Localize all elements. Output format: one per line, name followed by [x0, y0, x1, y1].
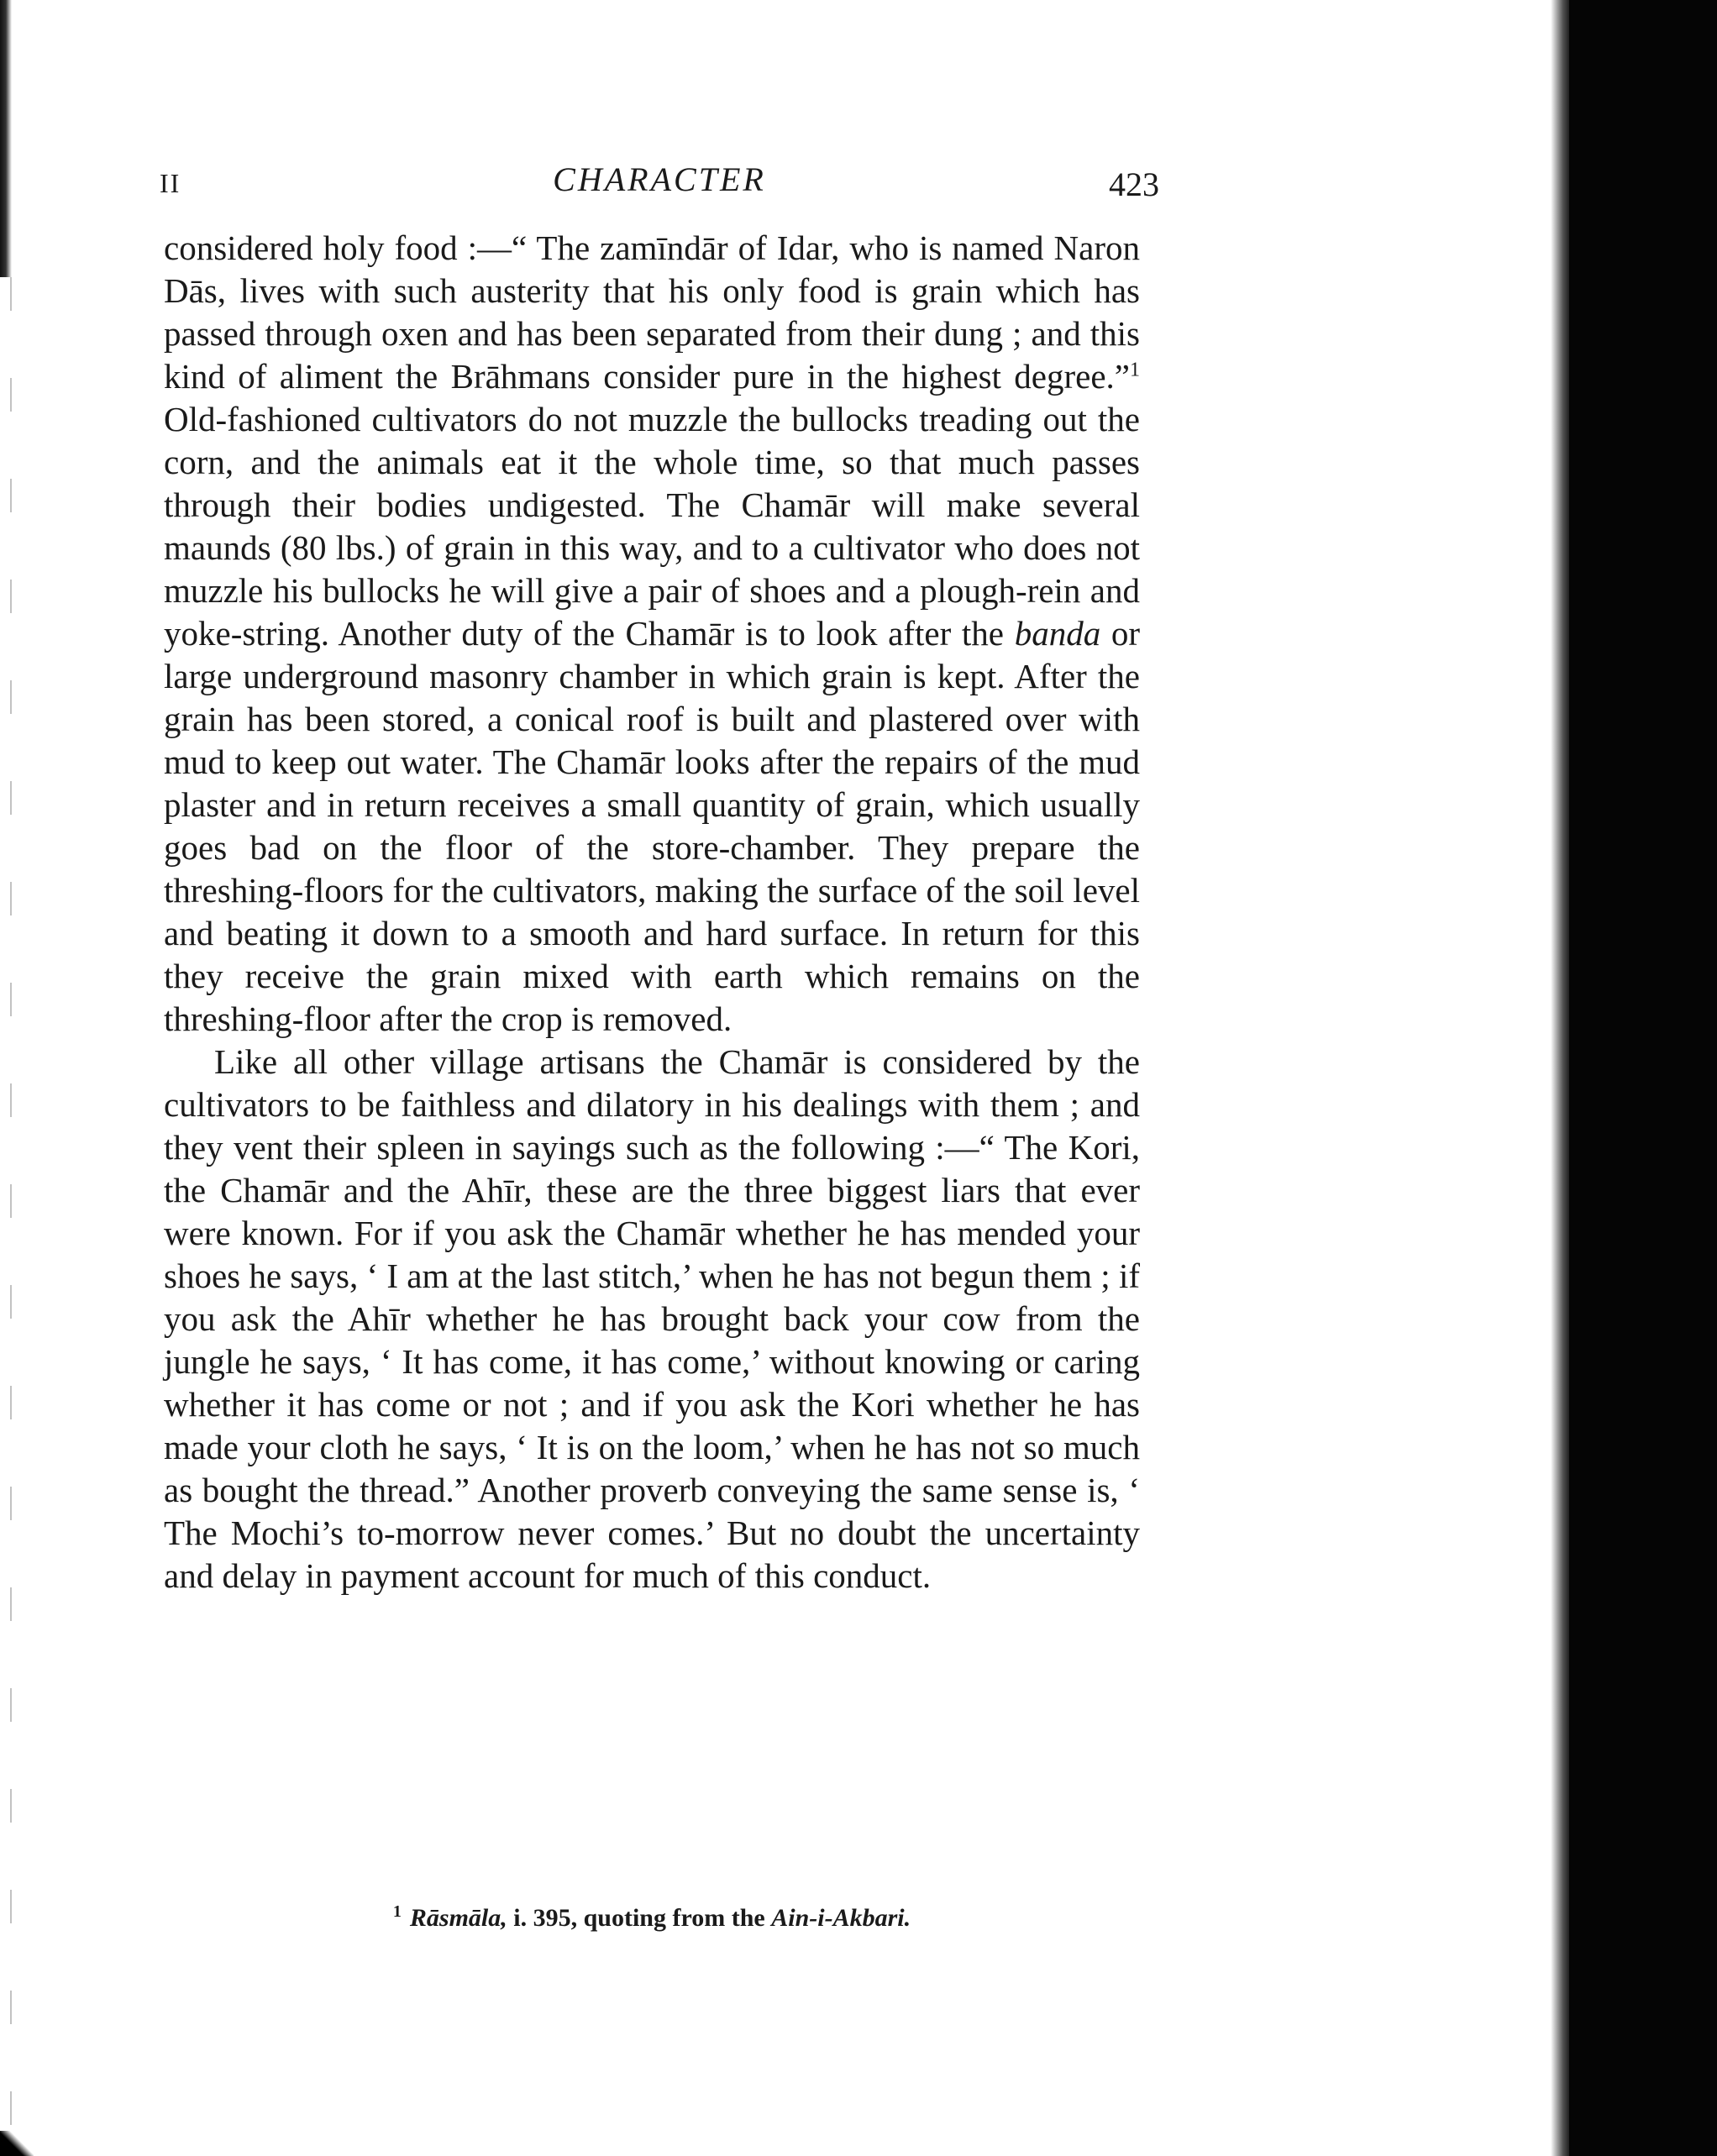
- chapter-numeral: II: [160, 168, 181, 198]
- footnote-source: Rāsmāla,: [409, 1904, 507, 1932]
- footnote-work: Ain-i-Akbari.: [771, 1904, 911, 1932]
- body-text: [164, 227, 1140, 1597]
- scan-binding-shadow: [0, 0, 12, 277]
- footnote-number: 1: [392, 1902, 402, 1921]
- paragraph-1-part-2: Old-fashioned cultivators do not muzzle the bullocks treading out the corn, and the animals eat it the whole time, so that much passes through their bodies undigested. The Chamār will make several maunds (80 lbs.) of grain in this way, and to a cultivator who does not muzzle his bullocks he will give a pair of shoes and a plough-rein and yoke-string. Another duty of the Chamār is to look after the: [164, 400, 1140, 653]
- running-head: [160, 160, 1159, 210]
- page-number: 423: [1109, 165, 1159, 203]
- footnote-reference: 1: [1130, 359, 1140, 381]
- paragraph-2: Like all other village artisans the Chamār is considered by the cultivators to be faithless and dilatory in his dealings with them ; and they vent their spleen in sayings such as the following :—“ The Kori, the Chamār and the Ahīr, these are the three biggest liars that ever were known. For if you ask the Chamār whether he has mended your shoes he says, ‘ I am at the last stitch,’ when he has not begun them ; if you ask the Ahīr whether he has brought back your cow from the jungle he says, ‘ It has come, it has come,’ without knowing or caring whether it has come or not ; and if you ask the Kori whether he has made your cloth he says, ‘ It is on the loom,’ when he has not so much as bought the thread.” Another proverb conveying the same sense is, ‘ The Mochi’s to-morrow never comes.’ But no doubt the uncertainty and delay in payment account for much of this conduct.: [164, 1042, 1140, 1595]
- footnote: [164, 1902, 1140, 1935]
- scan-margin-line: [10, 277, 12, 2156]
- scan-corner-mark: [0, 2131, 34, 2156]
- paragraph-1: [164, 227, 1140, 1041]
- paragraph-1-part-3: or large underground masonry chamber in which grain is kept. After the grain has been stored, a conical roof is built and plastered over with mud to keep out water. The Chamār looks after the repairs of the mud plaster and in return receives a small quantity of grain, which usually goes bad on the floor of the store-chamber. They prepare the threshing-floors for the cultivators, making the surface of the soil level and beating it down to a smooth and hard surface. In return for this they receive the grain mixed with earth which remains on the threshing-floor after the crop is removed.: [164, 614, 1141, 1038]
- paragraph-1-part-1: considered holy food :—“ The zamīndār of Idar, who is named Naron Dās, lives with such austerity that his only food is grain which has passed through oxen and has been separated from their dung ; and this kind of aliment the Brāhmans consider pure in the highest degree.”: [164, 228, 1140, 396]
- italic-term-banda: banda: [1014, 614, 1101, 653]
- running-title: CHARACTER: [553, 160, 766, 198]
- scan-dark-border: [1569, 0, 1717, 2156]
- scan-edge-gradient: [1551, 0, 1571, 2156]
- footnote-text: i. 395, quoting from the: [507, 1904, 772, 1932]
